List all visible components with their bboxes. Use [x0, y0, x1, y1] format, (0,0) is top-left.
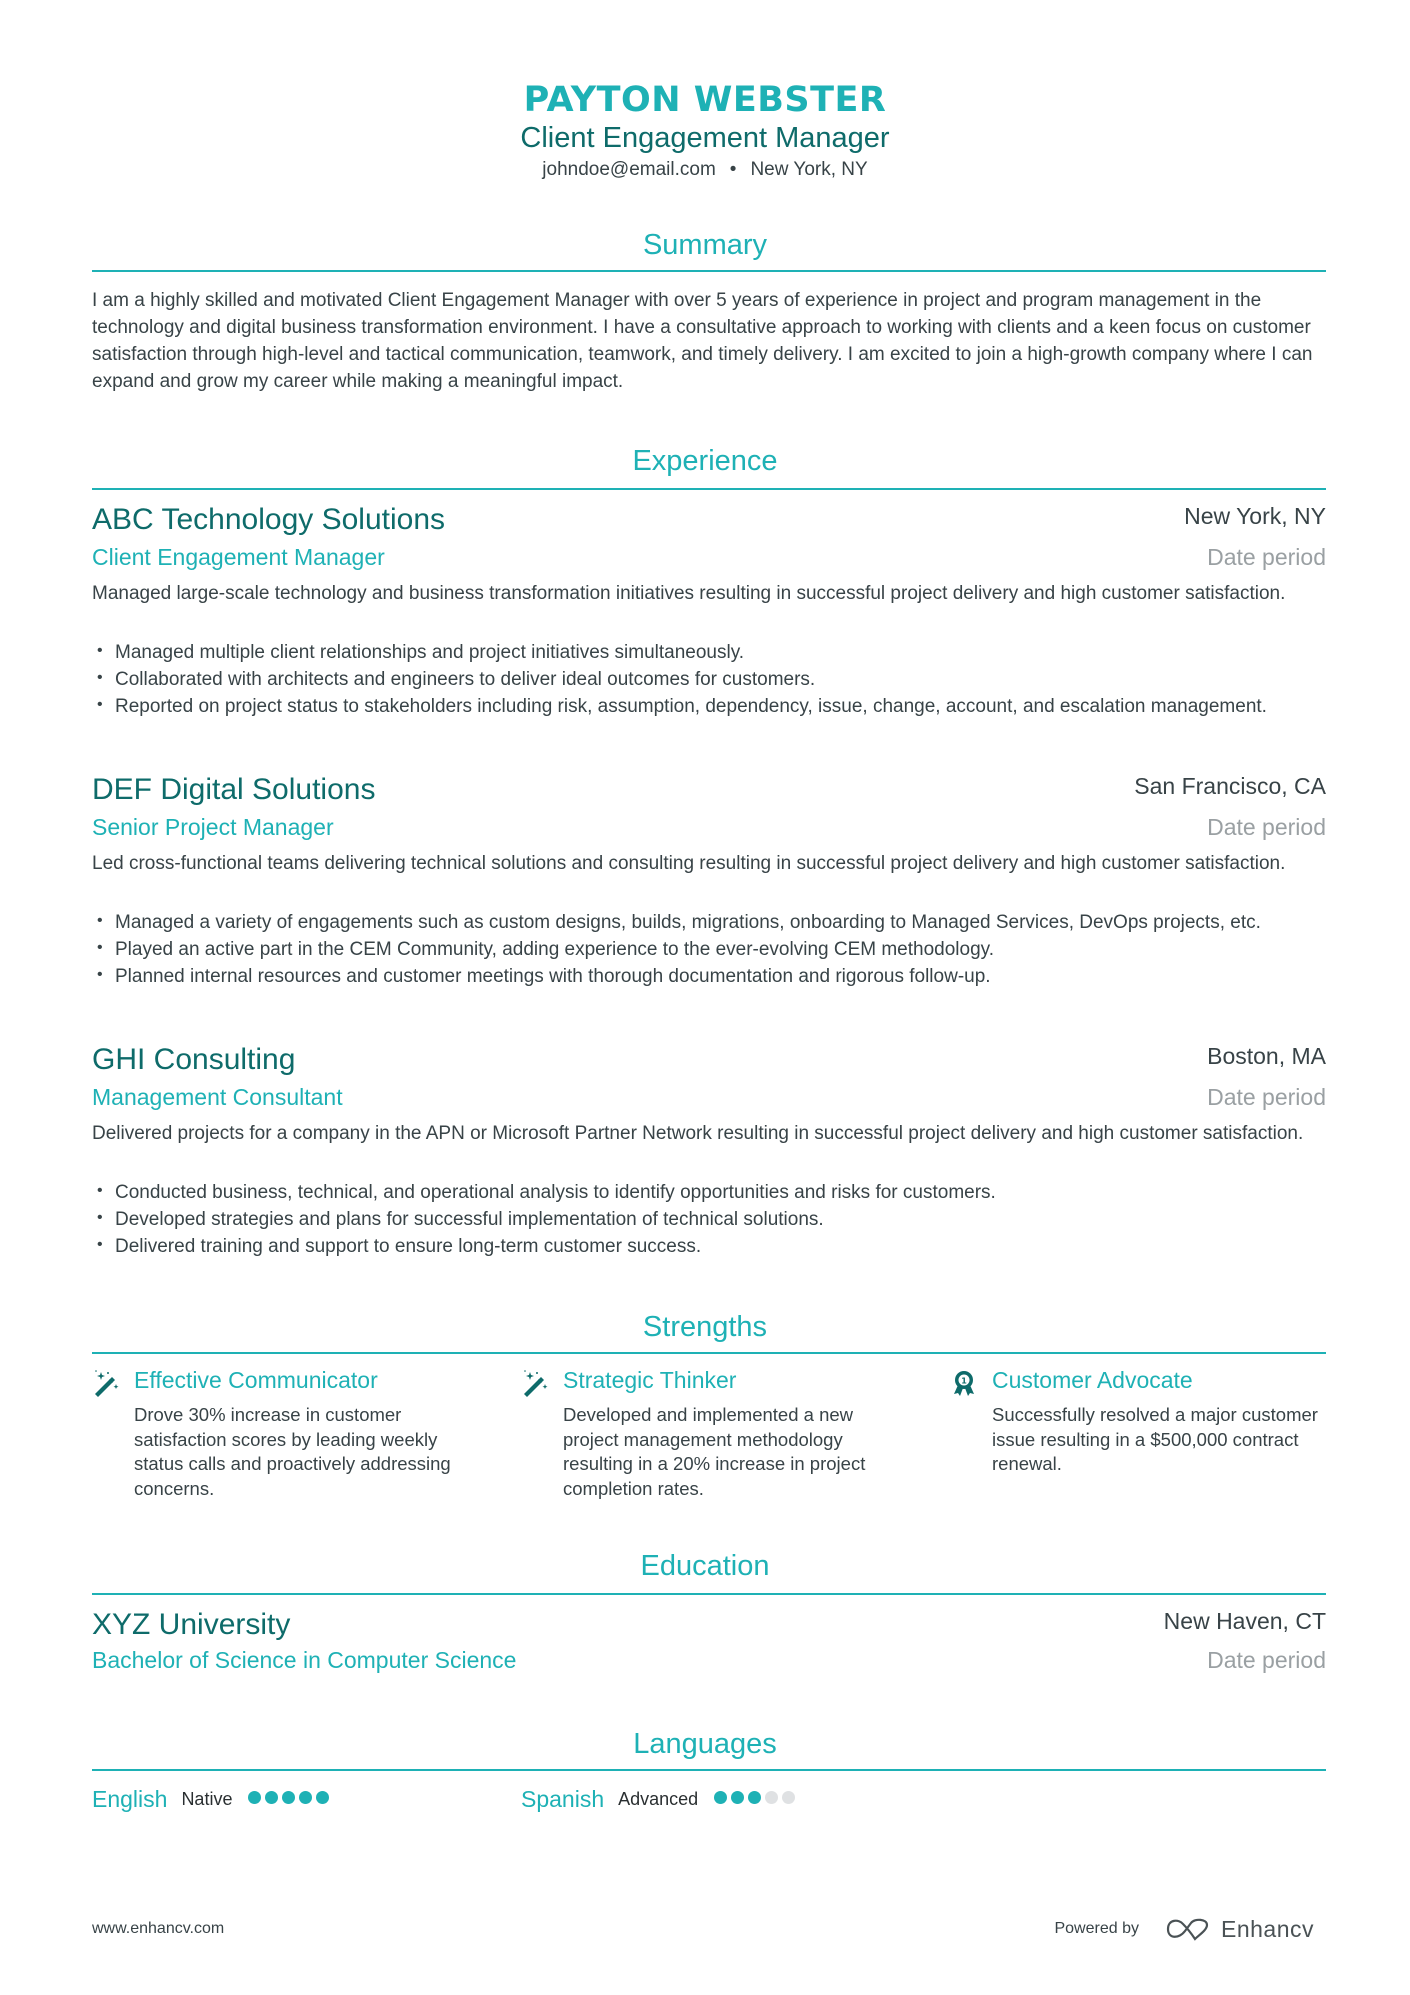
rating-dot-filled [714, 1791, 727, 1804]
job-bullets [92, 1179, 1326, 1260]
job-location: San Francisco, CA [1134, 773, 1326, 799]
job-location: Boston, MA [1207, 1043, 1326, 1069]
bullet-item: • Managed multiple client relationships and project initiatives simultaneously. [92, 639, 1326, 666]
enhancv-logo-icon [1165, 1917, 1211, 1941]
rating-dot-filled [731, 1791, 744, 1804]
section-title-languages: Languages [633, 1728, 777, 1760]
rating-dot-empty [782, 1791, 795, 1804]
bullet-item: • Managed a variety of engagements such as custom designs, builds, migrations, onboarding to Managed Services, DevOps projects, etc. [92, 909, 1326, 936]
language-level: Native [181, 1789, 233, 1809]
job-date: Date period [1207, 1084, 1326, 1110]
strength-title: Customer Advocate [992, 1367, 1193, 1393]
section-title-experience: Experience [632, 445, 778, 477]
education-date: Date period [1207, 1647, 1326, 1673]
job-description: Led cross-functional teams delivering technical solutions and consulting resulting in successful project delivery and high customer satisfaction. [92, 853, 1286, 874]
rating-dot-filled [282, 1791, 295, 1804]
strength-description: Successfully resolved a major customer issue resulting in a $500,000 contract renewal. [992, 1404, 1318, 1474]
bullet-item: • Delivered training and support to ensure long-term customer success. [92, 1233, 1326, 1260]
strength-description: Drove 30% increase in customer satisfaction scores by leading weekly status calls and proactively addressing concerns. [134, 1404, 451, 1499]
section-divider [92, 488, 1326, 490]
powered-by[interactable] [1054, 1914, 1314, 1944]
strength-description: Developed and implemented a new project management methodology resulting in a 20% increase in project completion rates. [563, 1404, 866, 1499]
section-title-strengths: Strengths [642, 1311, 768, 1343]
job-role: Senior Project Manager [92, 814, 334, 840]
bullet-item: • Conducted business, technical, and operational analysis to identify opportunities and risks for customers. [92, 1179, 1326, 1206]
email-link[interactable]: johndoe@email.com [542, 159, 716, 180]
language-name: Spanish [521, 1786, 605, 1812]
rating-dot-filled [748, 1791, 761, 1804]
company-name: DEF Digital Solutions [92, 773, 376, 806]
job-description: Delivered projects for a company in the APN or Microsoft Partner Network resulting in successful project delivery and high customer satisfaction. [92, 1123, 1304, 1144]
enhancv-brand: Enhancv [1220, 1915, 1314, 1942]
bullet-item: • Planned internal resources and customer meetings with thorough documentation and rigorous follow-up. [92, 963, 1326, 990]
rating-dot-filled [316, 1791, 329, 1804]
magic-wand-icon [521, 1369, 549, 1397]
powered-by-label: Powered by [1054, 1920, 1139, 1937]
company-name: ABC Technology Solutions [92, 503, 445, 536]
school-location: New Haven, CT [1163, 1608, 1326, 1634]
rating-dot-filled [299, 1791, 312, 1804]
strength-title: Strategic Thinker [563, 1367, 737, 1393]
job-description: Managed large-scale technology and business transformation initiatives resulting in successful project delivery and high customer satisfaction. [92, 583, 1286, 604]
language-rating [714, 1791, 799, 1809]
summary-text: I am a highly skilled and motivated Client Engagement Manager with over 5 years of experience in project and program management in the technology and digital business transformation environment. I have a consultative approach to working with clients and a keen focus on customer satisfaction through high-level and tactical communication, teamwork, and timely delivery. I am excited to join a high-growth company where I can expand and grow my career while making a meaningful impact. [92, 290, 1313, 392]
rating-dot-empty [765, 1791, 778, 1804]
section-divider [92, 1593, 1326, 1595]
bullet-item: • Collaborated with architects and engineers to deliver ideal outcomes for customers. [92, 666, 1326, 693]
rating-dot-filled [265, 1791, 278, 1804]
language-rating [248, 1791, 333, 1809]
section-title-education: Education [640, 1550, 770, 1582]
award-icon [950, 1369, 978, 1397]
website-link[interactable]: www.enhancv.com [92, 1920, 225, 1937]
job-role: Client Engagement Manager [92, 544, 385, 570]
language-name: English [92, 1786, 168, 1812]
section-divider [92, 1352, 1326, 1354]
job-date: Date period [1207, 544, 1326, 570]
candidate-name: PAYTON WEBSTER [523, 80, 887, 120]
section-divider [92, 1769, 1326, 1771]
section-title-summary: Summary [642, 229, 768, 261]
contact-line [0, 159, 1410, 181]
job-location: New York, NY [1184, 503, 1326, 529]
bullet-item: • Reported on project status to stakeholders including risk, assumption, dependency, issue, change, account, and escalation management. [92, 693, 1326, 720]
language-item [92, 1786, 333, 1816]
bullet-item: • Played an active part in the CEM Community, adding experience to the ever-evolving CEM methodology. [92, 936, 1326, 963]
magic-wand-icon [92, 1369, 120, 1397]
degree: Bachelor of Science in Computer Science [92, 1647, 517, 1673]
candidate-headline: Client Engagement Manager [520, 122, 890, 154]
language-level: Advanced [618, 1789, 699, 1809]
header-location: New York, NY [750, 159, 868, 180]
strength-title: Effective Communicator [134, 1367, 378, 1393]
job-date: Date period [1207, 814, 1326, 840]
section-divider [92, 270, 1326, 272]
job-bullets [92, 909, 1326, 990]
job-role: Management Consultant [92, 1084, 343, 1110]
rating-dot-filled [248, 1791, 261, 1804]
job-bullets [92, 639, 1326, 720]
bullet-item: • Developed strategies and plans for successful implementation of technical solutions. [92, 1206, 1326, 1233]
separator-dot: • [729, 159, 737, 180]
company-name: GHI Consulting [92, 1043, 296, 1076]
school-name: XYZ University [92, 1608, 291, 1641]
svg-text:1: 1 [961, 1376, 967, 1386]
language-item [521, 1786, 799, 1816]
